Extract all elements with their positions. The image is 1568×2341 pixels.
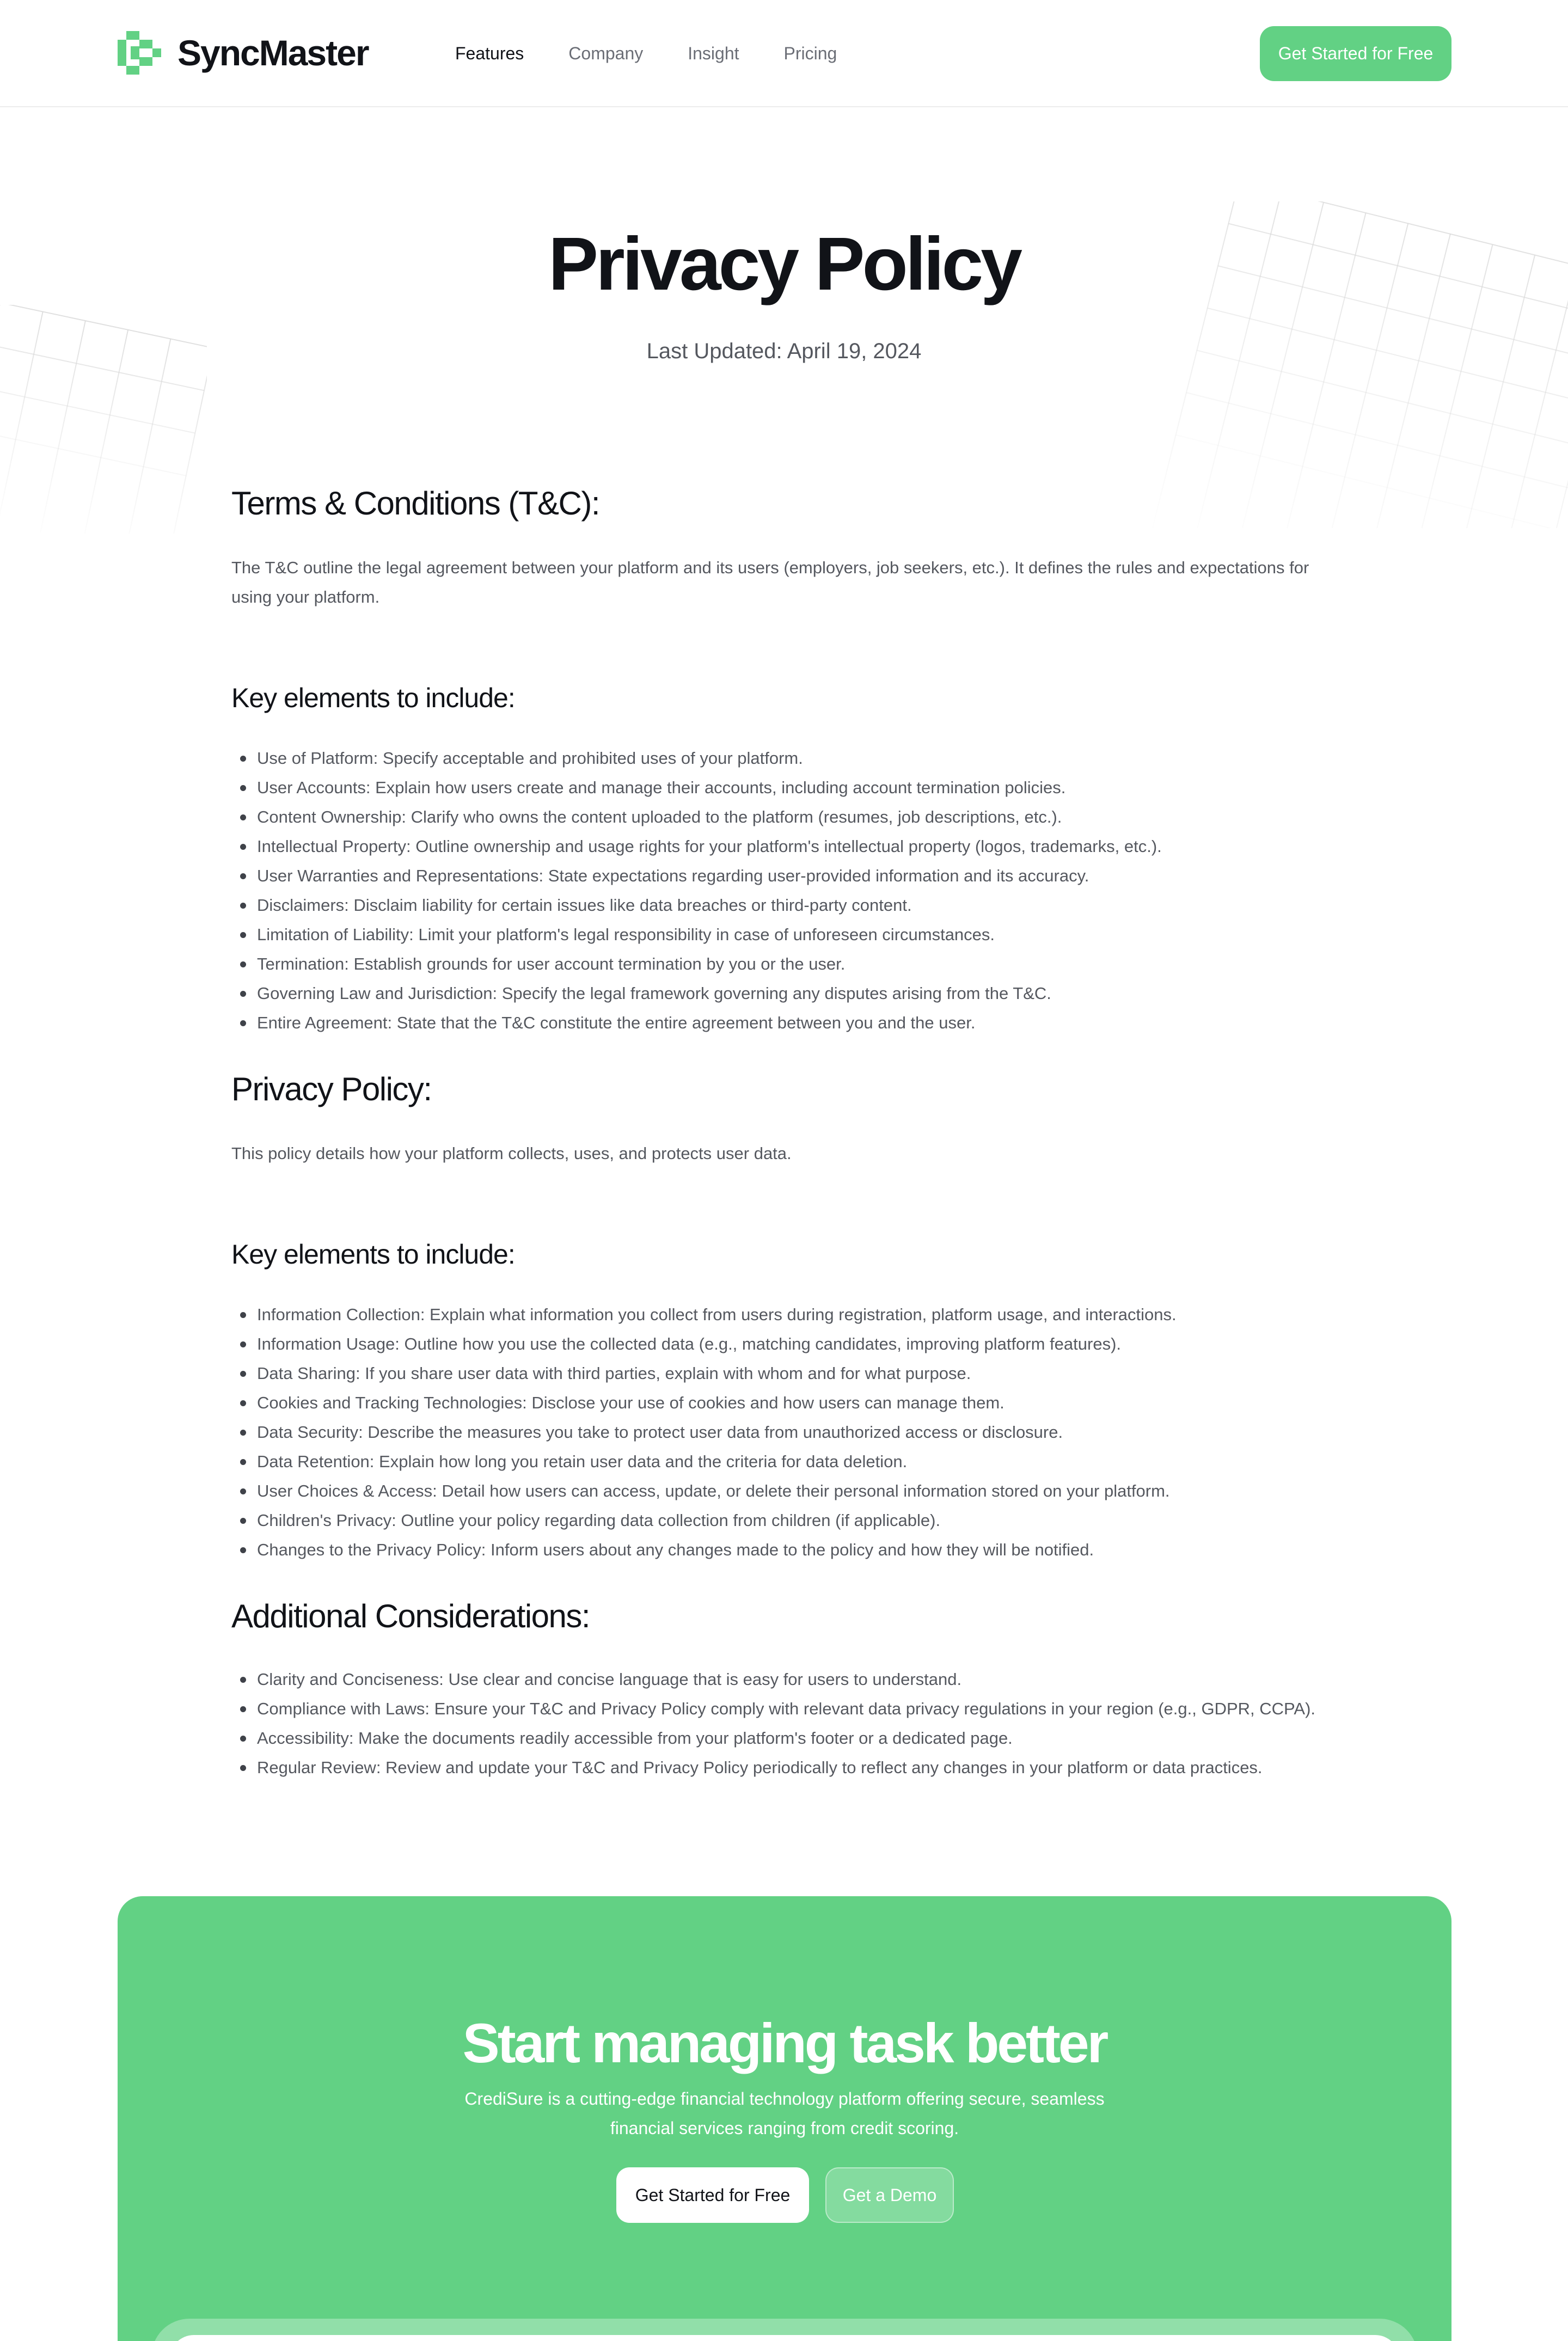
- cta-section: [118, 1896, 1451, 2341]
- list-item: Accessibility: Make the documents readily accessible from your platform's footer or a dedicated page.: [231, 1724, 1353, 1753]
- terms-heading: Terms & Conditions (T&C):: [231, 485, 599, 522]
- privacy-elements-heading: Key elements to include:: [231, 1239, 515, 1270]
- privacy-intro: This policy details how your platform collects, uses, and protects user data.: [231, 1144, 792, 1163]
- list-item: Entire Agreement: State that the T&C constitute the entire agreement between you and the user.: [231, 1008, 1353, 1038]
- list-item: Clarity and Conciseness: Use clear and concise language that is easy for users to understand.: [231, 1665, 1353, 1694]
- last-updated-date: Last Updated: April 19, 2024: [646, 339, 922, 363]
- nav-item-insight[interactable]: Insight: [688, 44, 739, 63]
- site-header: [0, 0, 1568, 107]
- list-item: Information Usage: Outline how you use the collected data (e.g., matching candidates, improving platform features).: [231, 1329, 1353, 1359]
- list-item: Limitation of Liability: Limit your platform's legal responsibility in case of unforeseen circumstances.: [231, 920, 1353, 949]
- app-preview-window: [170, 2335, 1399, 2341]
- get-demo-button[interactable]: Get a Demo: [825, 2167, 954, 2223]
- page-title: Privacy Policy: [548, 222, 1020, 306]
- terms-intro: The T&C outline the legal agreement between your platform and its users (employers, job seekers, etc.). It defines the rules and expectations for using your platform.: [231, 558, 1309, 606]
- list-item: User Warranties and Representations: State expectations regarding user-provided information and its accuracy.: [231, 861, 1353, 891]
- additional-heading: Additional Considerations:: [231, 1598, 590, 1634]
- main-nav: [455, 38, 881, 69]
- policy-content: [231, 479, 1353, 1782]
- brand-name: SyncMaster: [177, 33, 369, 73]
- nav-item-pricing[interactable]: Pricing: [783, 44, 837, 63]
- terms-elements-heading: Key elements to include:: [231, 683, 515, 713]
- terms-elements-list: [231, 744, 1353, 1038]
- list-item: User Choices & Access: Detail how users can access, update, or delete their personal information stored on your platform.: [231, 1476, 1353, 1506]
- list-item: Intellectual Property: Outline ownership and usage rights for your platform's intellectual property (logos, trademarks, etc.).: [231, 832, 1353, 861]
- additional-list: [231, 1665, 1353, 1782]
- cta-description: CrediSure is a cutting-edge financial technology platform offering secure, seamless financial services ranging from credit scoring.: [464, 2089, 1105, 2138]
- list-item: Information Collection: Explain what information you collect from users during registration, platform usage, and interactions.: [231, 1300, 1353, 1329]
- list-item: Cookies and Tracking Technologies: Disclose your use of cookies and how users can manage them.: [231, 1388, 1353, 1418]
- nav-item-company[interactable]: Company: [568, 44, 644, 63]
- list-item: Compliance with Laws: Ensure your T&C and Privacy Policy comply with relevant data privacy regulations in your region (e.g., GDPR, CCPA).: [231, 1694, 1353, 1724]
- list-item: Children's Privacy: Outline your policy regarding data collection from children (if applicable).: [231, 1506, 1353, 1535]
- list-item: Data Security: Describe the measures you take to protect user data from unauthorized access or disclosure.: [231, 1418, 1353, 1447]
- list-item: User Accounts: Explain how users create and manage their accounts, including account termination policies.: [231, 773, 1353, 802]
- list-item: Data Sharing: If you share user data with third parties, explain with whom and for what purpose.: [231, 1359, 1353, 1388]
- get-started-button[interactable]: Get Started for Free: [1260, 26, 1451, 81]
- list-item: Termination: Establish grounds for user account termination by you or the user.: [231, 949, 1353, 979]
- list-item: Regular Review: Review and update your T&C and Privacy Policy periodically to reflect any changes in your platform or data practices.: [231, 1753, 1353, 1782]
- list-item: Changes to the Privacy Policy: Inform users about any changes made to the policy and how they will be notified.: [231, 1535, 1353, 1565]
- list-item: Disclaimers: Disclaim liability for certain issues like data breaches or third-party content.: [231, 891, 1353, 920]
- cta-title: Start managing task better: [462, 2012, 1107, 2074]
- cta-get-started-button[interactable]: Get Started for Free: [616, 2167, 809, 2223]
- list-item: Use of Platform: Specify acceptable and prohibited uses of your platform.: [231, 744, 1353, 773]
- privacy-heading: Privacy Policy:: [231, 1071, 432, 1107]
- nav-item-features[interactable]: Features: [455, 44, 524, 63]
- syncmaster-logo-icon: [118, 31, 161, 75]
- privacy-elements-list: [231, 1300, 1353, 1565]
- list-item: Content Ownership: Clarify who owns the content uploaded to the platform (resumes, job descriptions, etc.).: [231, 802, 1353, 832]
- list-item: Data Retention: Explain how long you retain user data and the criteria for data deletion.: [231, 1447, 1353, 1476]
- list-item: Governing Law and Jurisdiction: Specify the legal framework governing any disputes arising from the T&C.: [231, 979, 1353, 1008]
- brand-logo[interactable]: [118, 31, 369, 75]
